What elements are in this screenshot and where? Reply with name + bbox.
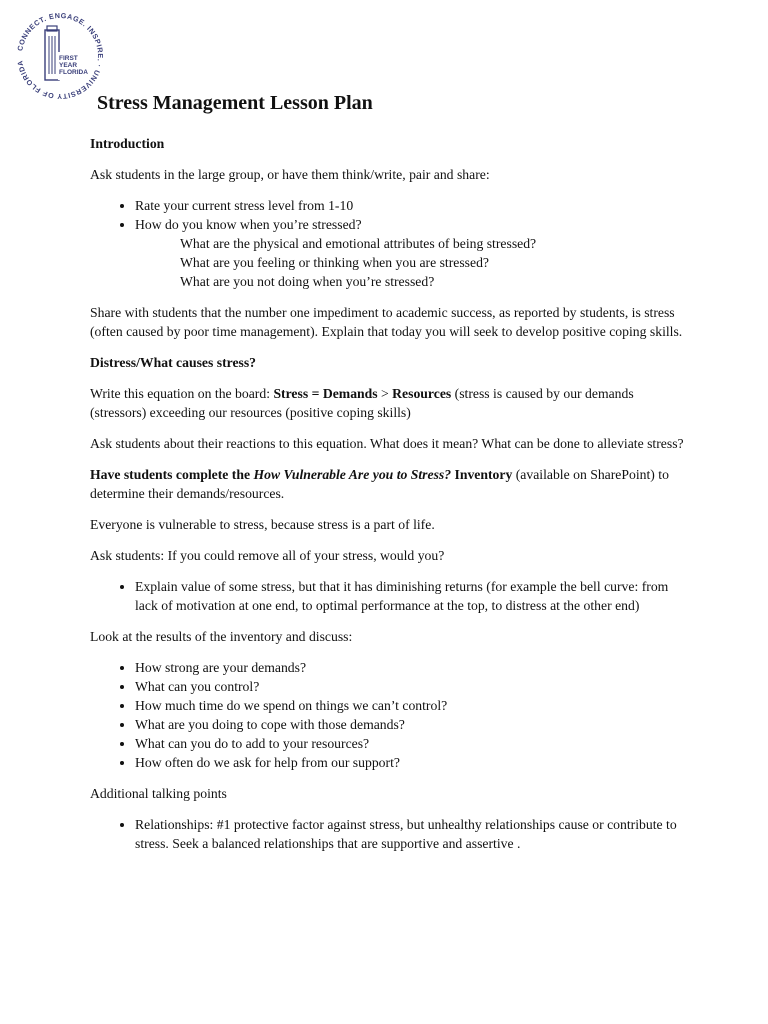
list-item: • How often do we ask for help from our support? [135,753,690,772]
intro-prompt: Ask students in the large group, or have them think/write, pair and share: [90,167,490,182]
list-item: • How much time do we spend on things we can’t control? [135,696,690,715]
equation-suffix: (stress is caused by our demands (stressors) exceeding our resources (positive coping skills) [90,386,634,420]
equation-prefix: Write this equation on the board: [90,386,274,401]
list-item: • Rate your current stress level from 1-10 [135,196,690,215]
list-item: • What are you doing to cope with those demands? [135,715,690,734]
svg-text:YEAR: YEAR [59,62,78,69]
intro-bullet-list [90,196,690,291]
lesson-content [90,134,690,865]
svg-text:FIRST: FIRST [59,55,78,62]
reactions-paragraph: Ask students about their reactions to this equation. What does it mean? What can be done to alleviate stress? [90,436,684,451]
vulnerable-paragraph: Everyone is vulnerable to stress, because stress is a part of life. [90,517,435,532]
equation-gt: > [377,386,393,401]
equation-demands: Demands [322,386,378,401]
subquestion-group [135,234,690,291]
first-year-florida-logo [12,8,108,104]
list-item: • Relationships: #1 protective factor against stress, but unhealthy relationships cause or contribute to stress. Seek a balanced relationships that are supportive and assertive . [135,815,690,853]
results-bullet-list [90,658,690,772]
list-item: • What can you do to add to your resources? [135,734,690,753]
additional-heading: Additional talking points [90,786,227,801]
additional-bullet-list [90,815,690,853]
subquestion-item: What are you feeling or thinking when you are stressed? [180,255,490,270]
remove-bullet-list [90,577,690,615]
list-item: • What can you control? [135,677,690,696]
svg-text:FLORIDA: FLORIDA [59,69,88,76]
list-item: • How strong are your demands? [135,658,690,677]
results-paragraph: Look at the results of the inventory and discuss: [90,629,353,644]
inventory-rest: (available on SharePoint) to determine their demands/resources. [90,467,669,501]
equation-equals: = [308,386,323,401]
remove-paragraph: Ask students: If you could remove all of your stress, would you? [90,548,445,563]
distress-heading: Distress/What causes stress? [90,355,257,370]
page-title: Stress Management Lesson Plan [97,92,373,114]
subquestion-item: What are the physical and emotional attributes of being stressed? [180,236,537,251]
svg-text:CONNECT. ENGAGE. INSPIRE. · UN: CONNECT. ENGAGE. INSPIRE. · UNIVERSITY OF FLORIDA [15,10,106,102]
intro-share-paragraph: Share with students that the number one impediment to academic success, as reported by students, is stress (often caused by poor time management). Explain that today you will seek to develop positive coping skills. [90,305,683,339]
equation-resources: Resources [392,386,452,401]
intro-heading: Introduction [90,136,165,151]
list-item: • Explain value of some stress, but that it has diminishing returns (for example the bell curve: from lack of motivation at one end, to optimal performance at the top, to distress at the other end) [135,577,690,615]
equation-paragraph [90,384,690,422]
equation-stress: Stress [273,386,309,401]
inventory-paragraph [90,465,690,503]
subquestion-item: What are you not doing when you’re stressed? [180,274,435,289]
list-item: • How do you know when you’re stressed? [135,215,690,234]
uf-seal-icon [12,8,108,104]
inventory-bold-lead: Have students complete the [90,467,254,482]
inventory-bold-word: Inventory [451,467,513,482]
inventory-title: How Vulnerable Are you to Stress? [253,467,452,482]
